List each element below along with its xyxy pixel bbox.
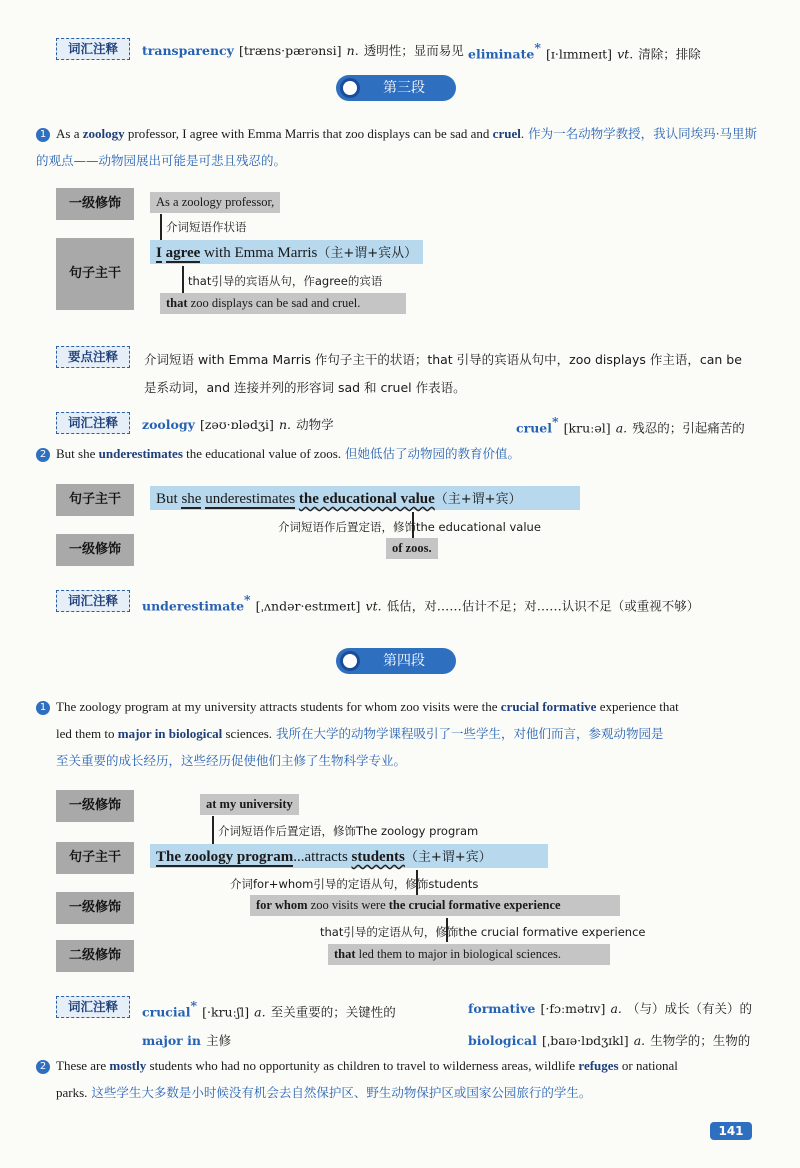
vocab-meaning: （与）成长（有关）的 (627, 1001, 753, 1016)
label-sentence-trunk: 句子主干 (56, 842, 134, 874)
modifier-phrase: at my university (200, 794, 299, 815)
label-level1-modifier: 一级修饰 (56, 790, 134, 822)
clause-text: led them to major in biological sciences. (355, 947, 562, 961)
grammar-note: that引导的定语从句，修饰the crucial formative experience (320, 925, 646, 939)
vocab-meaning: 生物学的；生物的 (650, 1033, 751, 1048)
vocab-meaning: 主修 (206, 1033, 232, 1048)
sentence-p4-2 (36, 1052, 766, 1106)
keyword: major in biological (117, 726, 223, 741)
modifier-phrase: As a zoology professor, (150, 192, 280, 213)
sentence-en: or national (618, 1058, 678, 1073)
clause-keyword: that (166, 296, 188, 310)
vocab-word: crucial (142, 1004, 191, 1020)
vocab-meaning: 透明性；显而易见 (363, 43, 464, 58)
label-level1-modifier: 一级修饰 (56, 534, 134, 566)
clause-text: zoo displays can be sad and cruel. (187, 296, 361, 310)
clause-phrase (160, 293, 406, 314)
vocab-entry-underestimate (142, 592, 699, 614)
vocab-meaning: 清除；排除 (638, 46, 701, 62)
vocab-star: * (190, 998, 198, 1013)
magnifier-icon (340, 78, 360, 98)
clause-keyword: for whom (256, 898, 308, 912)
trunk-text: with Emma Marris (200, 245, 318, 261)
vocab-label: 词汇注释 (56, 590, 130, 612)
vocab-entry-formative (468, 998, 752, 1017)
grammar-note: 介词for+whom引导的定语从句，修饰students (230, 877, 479, 891)
vocab-entry-crucial (142, 998, 396, 1020)
key-point-line: 是系动词，and 连接并列的形容词 sad 和 cruel 作表语。 (144, 380, 466, 395)
trunk-structure-tag: （主+谓+宾从） (317, 246, 418, 261)
trunk-subject: I (156, 245, 162, 261)
vocab-phonetic: [ˌʌndər·estɪmeɪt] (255, 598, 361, 614)
sentence-number-badge: 2 (36, 448, 50, 462)
sentence-en: . (520, 126, 525, 141)
vocab-label: 词汇注释 (56, 38, 130, 60)
vocab-pos: n. (346, 43, 359, 58)
vocab-label: 词汇注释 (56, 996, 130, 1018)
vocab-entry-transparency (142, 40, 464, 59)
keyword: mostly (109, 1058, 147, 1073)
trunk-verb: agree (165, 245, 201, 261)
sentence-zh: 至关重要的成长经历，这些经历促使他们主修了生物科学专业。 (56, 753, 407, 768)
page-number: 141 (710, 1122, 752, 1140)
sentence-trunk (150, 240, 423, 264)
vocab-entry-cruel (516, 414, 745, 436)
sentence-zh: 这些学生大多数是小时候没有机会去自然保护区、野生动物保护区或国家公园旅行的学生。 (91, 1085, 592, 1100)
vocab-meaning: 低估，对……估计不足；对……认识不足（或重视不够） (386, 598, 700, 614)
connector-line (160, 214, 162, 240)
points-label: 要点注释 (56, 346, 130, 368)
vocab-pos: a. (610, 1001, 622, 1016)
trunk-text: But (156, 491, 182, 507)
sentence-p3-1 (36, 120, 766, 174)
vocab-word: transparency (142, 43, 234, 58)
grammar-note: 介词短语作后置定语，修饰the educational value (278, 520, 541, 534)
vocab-entry-biological (468, 1030, 750, 1049)
vocab-pos: a. (254, 1004, 266, 1020)
vocab-phonetic: [ɪ·lɪmɪneɪt] (545, 46, 613, 62)
vocab-entry-zoology (142, 414, 334, 433)
keyword: zoology (82, 126, 125, 141)
vocab-phonetic: [·fɔːmətɪv] (540, 1001, 606, 1016)
clause-text: the crucial formative experience (388, 898, 561, 912)
sentence-zh: 我所在大学的动物学课程吸引了一些学生，对他们而言，参观动物园是 (276, 726, 664, 741)
clause-text: zoo visits were (307, 898, 389, 912)
trunk-verb: underestimates (205, 491, 296, 507)
vocab-word: formative (468, 1001, 536, 1016)
vocab-phonetic: [ˌbaɪə·lɒdʒɪkl] (541, 1033, 629, 1048)
sentence-en: As a (56, 126, 83, 141)
sentence-en: experience that (596, 699, 679, 714)
grammar-note: 介词短语作后置定语，修饰The zoology program (218, 824, 479, 838)
vocab-meaning: 动物学 (296, 417, 334, 432)
clause-keyword: that (334, 947, 356, 961)
modifier-phrase: of zoos. (386, 538, 438, 559)
section-title: 第四段 (383, 653, 425, 669)
trunk-subject: she (181, 491, 202, 507)
sentence-en: These are (56, 1058, 110, 1073)
vocab-entry-eliminate (468, 40, 701, 62)
vocab-word: underestimate (142, 598, 245, 614)
vocab-phonetic: [·kruːʃl] (202, 1004, 250, 1020)
keyword: refuges (578, 1058, 619, 1073)
vocab-meaning: 至关重要的；关键性的 (270, 1004, 396, 1020)
vocab-pos: a. (615, 420, 628, 436)
label-sentence-trunk: 句子主干 (56, 484, 134, 516)
sentence-zh: 作为一名动物学教授，我认同埃玛·马里斯的观点——动物园展出可能是可悲且残忍的。 (36, 126, 758, 168)
trunk-verb: ...attracts (293, 849, 352, 865)
sentence-number-badge: 2 (36, 1060, 50, 1074)
key-point-line: 介词短语 with Emma Marris 作句子主干的状语；that 引导的宾语从句中，zoo displays 作主语，can be (144, 352, 742, 367)
vocab-entry-major-in (142, 1030, 231, 1049)
section-banner-3 (336, 75, 456, 101)
vocab-star: * (244, 592, 251, 607)
vocab-pos: a. (633, 1033, 646, 1048)
keyword: cruel (492, 126, 521, 141)
sentence-p3-2 (36, 440, 766, 467)
vocab-pos: vt. (617, 46, 634, 62)
connector-line (182, 266, 184, 294)
keyword: crucial formative (500, 699, 597, 714)
grammar-note: that引导的宾语从句，作agree的宾语 (188, 274, 383, 288)
sentence-number-badge: 1 (36, 701, 50, 715)
vocab-word: biological (468, 1033, 537, 1048)
label-level2-modifier: 二级修饰 (56, 940, 134, 972)
sentence-en: parks. (56, 1085, 88, 1100)
vocab-star: * (534, 40, 541, 55)
vocab-meaning: 残忍的；引起痛苦的 (632, 420, 745, 436)
sentence-en: The zoology program at my university attracts students for whom zoo visits were the (56, 699, 501, 714)
sentence-trunk (150, 486, 580, 510)
sentence-en: sciences. (222, 726, 273, 741)
sentence-en: students who had no opportunity as children to travel to wilderness areas, wildlife (146, 1058, 579, 1073)
clause-phrase (250, 895, 620, 916)
section-title: 第三段 (383, 80, 425, 96)
vocab-pos: vt. (365, 598, 382, 614)
label-level1-modifier: 一级修饰 (56, 188, 134, 220)
key-points (144, 346, 764, 402)
sentence-en: led them to (56, 726, 118, 741)
trunk-structure-tag: （主+谓+宾） (404, 850, 492, 865)
sentence-trunk (150, 844, 548, 868)
trunk-structure-tag: （主+谓+宾） (434, 492, 522, 507)
vocab-phonetic: [zəʊ·ɒlədʒi] (199, 417, 274, 432)
trunk-object: the educational value (298, 491, 435, 507)
vocab-word: cruel (516, 420, 552, 436)
connector-line (212, 816, 214, 844)
sentence-p4-1 (36, 693, 766, 774)
sentence-en: the educational value of zoos. (182, 446, 341, 461)
sentence-en: professor, I agree with Emma Marris that zoo displays can be sad and (124, 126, 493, 141)
vocab-label: 词汇注释 (56, 412, 130, 434)
sentence-en: But she (56, 446, 99, 461)
vocab-star: * (552, 414, 559, 429)
label-level1-modifier: 一级修饰 (56, 892, 134, 924)
keyword: underestimates (98, 446, 183, 461)
section-banner-4 (336, 648, 456, 674)
label-sentence-trunk: 句子主干 (56, 238, 134, 310)
vocab-phonetic: [kruːəl] (563, 420, 611, 436)
sentence-zh: 但她低估了动物园的教育价值。 (344, 446, 520, 461)
grammar-note: 介词短语作状语 (166, 220, 247, 234)
trunk-subject: The zoology program (156, 849, 294, 865)
sentence-number-badge: 1 (36, 128, 50, 142)
clause-phrase (328, 944, 610, 965)
vocab-word: eliminate (468, 46, 535, 62)
magnifier-icon (340, 651, 360, 671)
vocab-word: major in (142, 1033, 201, 1048)
trunk-object: students (351, 849, 405, 865)
vocab-word: zoology (142, 417, 195, 432)
vocab-pos: n. (278, 417, 292, 432)
vocab-phonetic: [træns·pærənsi] (239, 43, 342, 58)
